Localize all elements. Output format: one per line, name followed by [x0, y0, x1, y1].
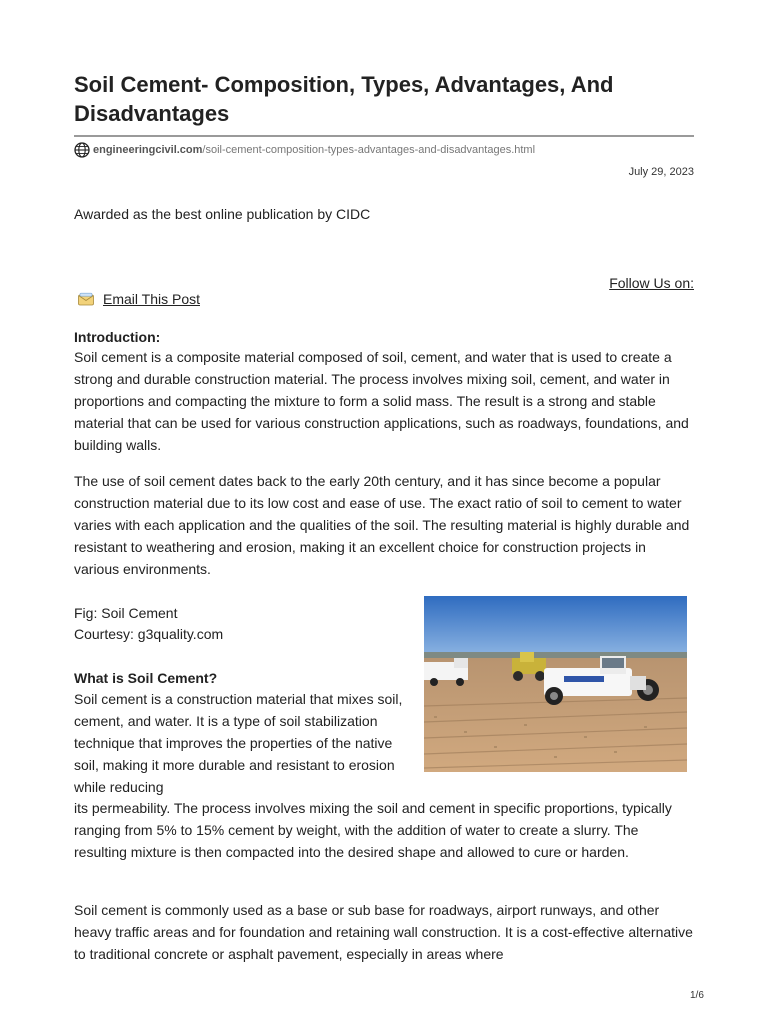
- award-note: Awarded as the best online publication by CIDC: [74, 206, 371, 222]
- envelope-icon: [77, 290, 95, 308]
- what-is-paragraph-full: its permeability. The process involves mixing the soil and cement in specific proportions, typically ranging from 5% to 15% cement by weight, with the addition of water to create a slurry. The resulting mixture is then compacted into the desired shape and allowed to cure or harden.: [74, 800, 672, 860]
- figure-courtesy: Courtesy: g3quality.com: [74, 626, 224, 642]
- publish-date: July 29, 2023: [628, 166, 694, 178]
- intro-paragraph-1: Soil cement is a composite material composed of soil, cement, and water that is used to create a strong and durable construction material. The process involves mixing soil, cement, and water in proportions and compacting the mixture to form a solid mass. The result is a strong and stable material that can be used for various construction applications, such as roadways, foundations, and building walls.: [74, 349, 689, 453]
- page-number: 1/6: [690, 990, 704, 1001]
- what-is-paragraph-2: Soil cement is commonly used as a base or sub base for roadways, airport runways, and other heavy traffic areas and for foundation and retaining wall construction. It is a cost-effective alternative to traditional concrete or asphalt pavement, especially in areas where: [74, 902, 693, 962]
- source-url: [74, 141, 694, 159]
- soil-cement-photo: [424, 596, 687, 772]
- email-post-link[interactable]: Email This Post: [103, 291, 200, 307]
- figure-caption: Fig: Soil Cement: [74, 605, 178, 621]
- title-divider: [74, 135, 694, 137]
- what-is-heading: What is Soil Cement?: [74, 670, 218, 686]
- intro-paragraph-2: The use of soil cement dates back to the early 20th century, and it has since become a popular construction material due to its low cost and ease of use. The exact ratio of soil to cement to water varies with each application and the qualities of the soil. The resulting material is highly durable and resistant to weathering and erosion, making it an excellent choice for construction projects in various environments.: [74, 473, 690, 577]
- article-title: Soil Cement- Composition, Types, Advantages, And Disadvantages: [74, 72, 614, 126]
- follow-us-link[interactable]: Follow Us on:: [609, 275, 694, 291]
- what-is-paragraph-side: Soil cement is a construction material that mixes soil, cement, and water. It is a type of soil stabilization technique that improves the properties of the native soil, making it more durable and resistant to erosion while reducing: [74, 691, 403, 795]
- globe-icon: [74, 142, 90, 158]
- url-domain[interactable]: engineeringcivil.com: [93, 144, 203, 156]
- email-post-row[interactable]: [74, 290, 200, 308]
- intro-heading: Introduction:: [74, 329, 161, 345]
- url-path[interactable]: /soil-cement-composition-types-advantages-and-disadvantages.html: [202, 144, 536, 156]
